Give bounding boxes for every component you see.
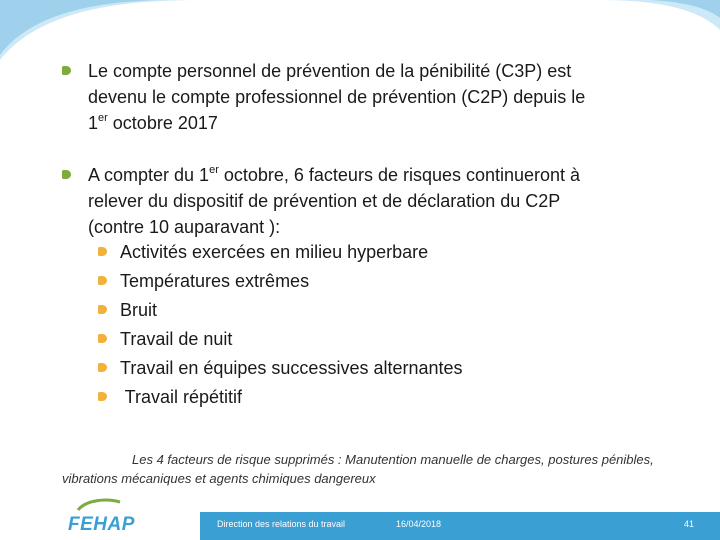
bullet-icon	[98, 305, 107, 314]
factor-item: Travail en équipes successives alternantes	[120, 358, 463, 378]
factor-item: Activités exercées en milieu hyperbare	[120, 242, 429, 262]
fehap-logo-swoosh	[76, 498, 122, 512]
text-fragment: 1	[88, 113, 99, 133]
factor-item: Travail de nuit	[120, 329, 233, 349]
text-fragment: octobre 2017	[107, 113, 218, 133]
text-fragment: octobre, 6 facteurs de risques continueront à	[218, 165, 581, 185]
text-fragment: A compter du 1	[88, 165, 210, 185]
text-line: Le compte personnel de prévention de la pénibilité (C3P) est	[88, 61, 572, 81]
footer-department: Direction des relations du travail	[217, 519, 346, 529]
fehap-logo: FEHAP	[68, 514, 135, 535]
text-line: relever du dispositif de prévention et de déclaration du C2P	[88, 191, 561, 211]
footer-date: 16/04/2018	[396, 519, 442, 529]
bullet-icon	[62, 66, 71, 75]
removed-factors-note: Les 4 facteurs de risque supprimés : Manutention manuelle de charges, postures pénibles, vibrations mécaniques et agents chimiques dangereux	[62, 452, 654, 486]
bullet-icon	[98, 363, 107, 372]
bullet-icon	[98, 392, 107, 401]
factor-item: Bruit	[120, 300, 158, 320]
bullet-icon	[98, 334, 107, 343]
bullet-icon	[98, 247, 107, 256]
header-swoosh	[0, 0, 720, 60]
page-number: 41	[684, 519, 695, 529]
superscript: er	[209, 164, 219, 176]
text-line	[88, 162, 660, 188]
text-line	[88, 110, 660, 136]
footer-bar	[200, 512, 720, 540]
factor-item: Températures extrêmes	[120, 271, 310, 291]
text-line: devenu le compte professionnel de prévention (C2P) depuis le	[88, 87, 586, 107]
bullet-icon	[62, 170, 71, 179]
paragraph-c3p	[88, 58, 660, 136]
text-line: (contre 10 auparavant ):	[88, 217, 281, 237]
paragraph-factors-intro	[88, 162, 660, 240]
superscript: er	[98, 112, 108, 124]
factor-item: Travail répétitif	[120, 387, 243, 407]
bullet-icon	[98, 276, 107, 285]
